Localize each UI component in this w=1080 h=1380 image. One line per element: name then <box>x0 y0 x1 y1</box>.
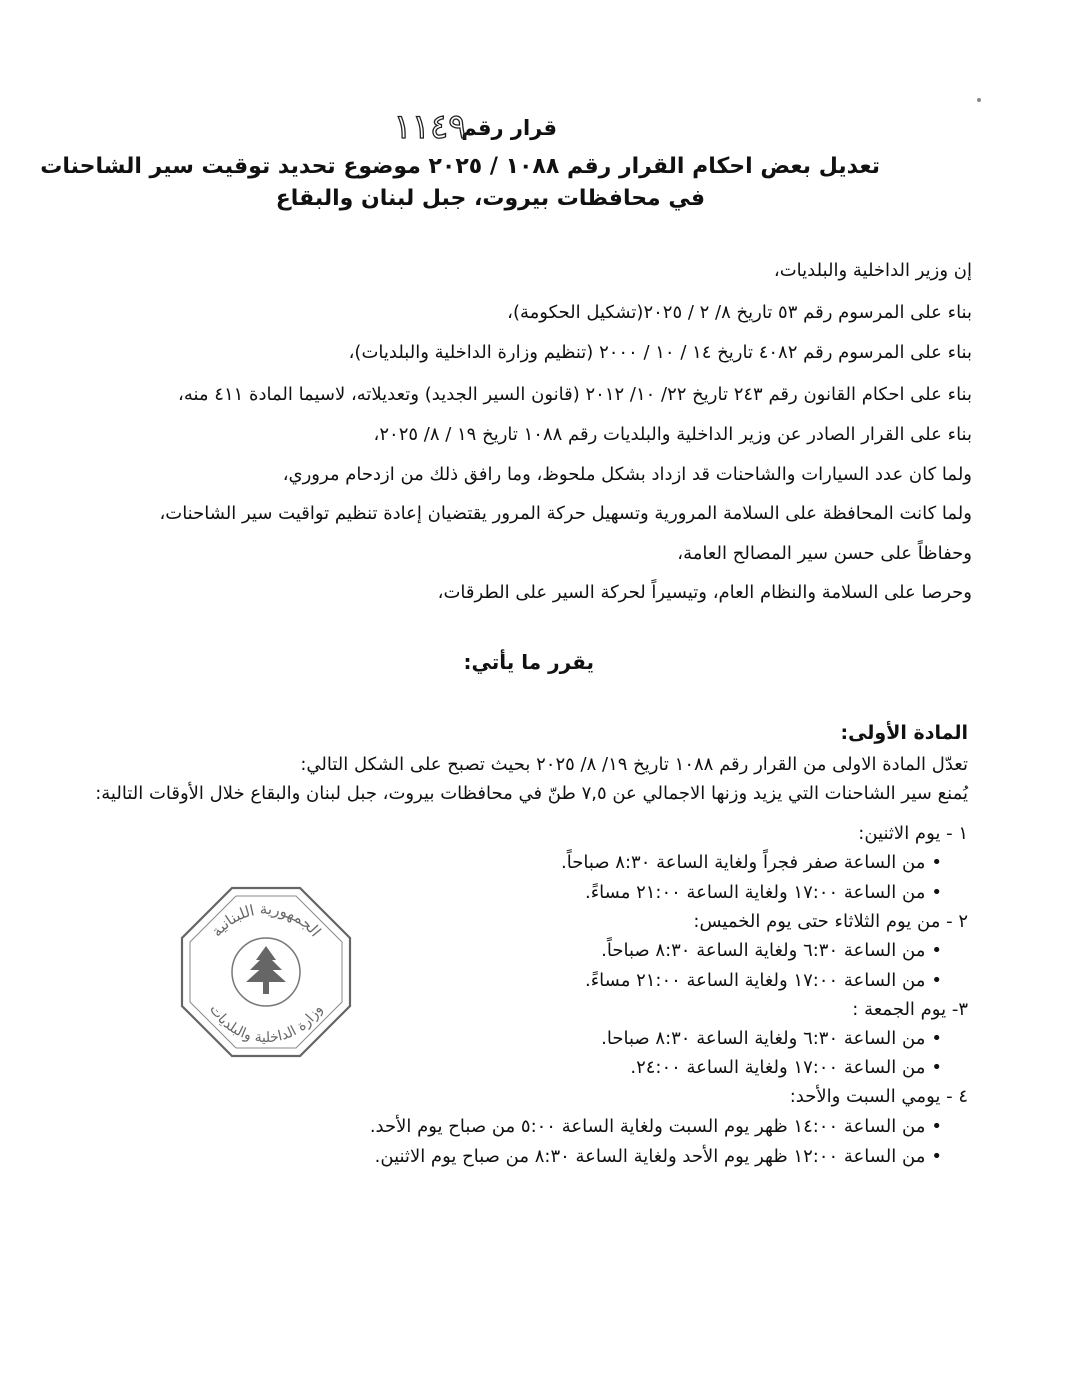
cedar-icon <box>246 946 286 994</box>
time-slot: • من الساعة ١٤:٠٠ ظهر يوم السبت ولغاية الساعة ٥:٠٠ من صباح يوم الأحد. <box>370 1116 942 1137</box>
preamble-line: بناء على القرار الصادر عن وزير الداخلية والبلديات رقم ١٠٨٨ تاريخ ١٩ / ٨/ ٢٠٢٥، <box>373 424 972 445</box>
time-slot: • من الساعة ٦:٣٠ ولغاية الساعة ٨:٣٠ صباحاً. <box>601 940 942 961</box>
svg-text:الجمهورية اللبنانية: الجمهورية اللبنانية <box>207 899 325 941</box>
preamble-line: بناء على احكام القانون رقم ٢٤٣ تاريخ ٢٢/ ١٠/ ٢٠١٢ (قانون السير الجديد) وتعديلاته، لاسيما المادة ٤١١ منه، <box>178 384 972 405</box>
title-line-2: في محافظات بيروت، جبل لبنان والبقاع <box>275 186 705 211</box>
preamble-line: إن وزير الداخلية والبلديات، <box>773 260 972 281</box>
article-one-title: المادة الأولى: <box>840 722 968 744</box>
time-slot: • من الساعة صفر فجراً ولغاية الساعة ٨:٣٠ صباحاً. <box>561 852 942 873</box>
ministry-seal <box>176 882 356 1062</box>
day-heading: ١ - يوم الاثنين: <box>858 823 968 844</box>
preamble-line: ولما كانت المحافظة على السلامة المرورية وتسهيل حركة المرور يقتضيان إعادة تنظيم تواقيت سير الشاحنات، <box>159 503 972 524</box>
decides-heading: يقرر ما يأتي: <box>463 650 594 674</box>
day-heading: ٢ - من يوم الثلاثاء حتى يوم الخميس: <box>693 911 968 932</box>
decision-number-label: قرار رقم <box>461 116 557 140</box>
time-slot: • من الساعة ١٧:٠٠ ولغاية الساعة ٢٤:٠٠. <box>630 1057 942 1078</box>
preamble-line: بناء على المرسوم رقم ٥٣ تاريخ ٨/ ٢ / ٢٠٢٥(تشكيل الحكومة)، <box>507 302 972 323</box>
svg-text:وزارة الداخلية والبلديات: وزارة الداخلية والبلديات <box>206 1001 326 1047</box>
article-text: يُمنع سير الشاحنات التي يزيد وزنها الاجمالي عن ٧,٥ طنّ في محافظات بيروت، جبل لبنان والبقاع خلال الأوقات التالية: <box>95 783 968 804</box>
time-slot: • من الساعة ١٧:٠٠ ولغاية الساعة ٢١:٠٠ مساءً. <box>585 882 942 903</box>
handwritten-number <box>350 102 510 150</box>
day-heading: ٤ - يومي السبت والأحد: <box>789 1086 968 1107</box>
title-line-1: تعديل بعض احكام القرار رقم ١٠٨٨ / ٢٠٢٥ موضوع تحديد توقيت سير الشاحنات <box>40 154 880 179</box>
preamble-line: وحفاظاً على حسن سير المصالح العامة، <box>677 543 972 564</box>
time-slot: • من الساعة ٦:٣٠ ولغاية الساعة ٨:٣٠ صباحا. <box>601 1028 942 1049</box>
svg-text:١١٤٩: ١١٤٩ <box>393 107 467 147</box>
preamble-line: ولما كان عدد السيارات والشاحنات قد ازداد بشكل ملحوظ، وما رافق ذلك من ازدحام مروري، <box>282 464 972 485</box>
scan-speck <box>977 98 981 102</box>
preamble-line: بناء على المرسوم رقم ٤٠٨٢ تاريخ ١٤ / ١٠ / ٢٠٠٠ (تنظيم وزارة الداخلية والبلديات)، <box>348 342 972 363</box>
time-slot: • من الساعة ١٢:٠٠ ظهر يوم الأحد ولغاية الساعة ٨:٣٠ من صباح يوم الاثنين. <box>375 1146 942 1167</box>
preamble-line: وحرصا على السلامة والنظام العام، وتيسيراً لحركة السير على الطرقات، <box>437 582 972 603</box>
day-heading: ٣- يوم الجمعة : <box>852 999 968 1020</box>
article-text: تعدّل المادة الاولى من القرار رقم ١٠٨٨ تاريخ ١٩/ ٨/ ٢٠٢٥ بحيث تصبح على الشكل التالي: <box>300 754 968 775</box>
time-slot: • من الساعة ١٧:٠٠ ولغاية الساعة ٢١:٠٠ مساءً. <box>585 970 942 991</box>
